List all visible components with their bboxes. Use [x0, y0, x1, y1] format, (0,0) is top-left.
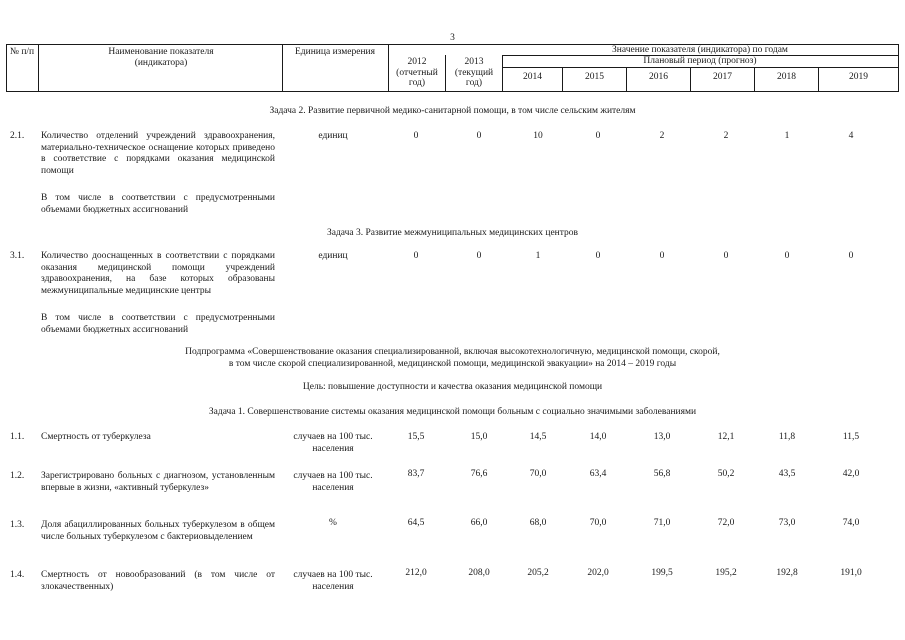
- row-indicator-name: Доля абациллированных больных туберкулезом в общем числе больных туберкулезом с бактериовыделением: [41, 520, 275, 542]
- value-2014: 10: [533, 131, 543, 141]
- header-year-2014: 2014: [523, 72, 542, 82]
- row-number: 1.1.: [10, 432, 25, 442]
- value-2014: 68,0: [529, 518, 547, 528]
- row-number: 3.1.: [10, 251, 25, 261]
- value-2016: 199,5: [651, 568, 673, 578]
- row-indicator-note: В том числе в соответствии с предусмотренными объемами бюджетных ассигнований: [41, 313, 275, 335]
- value-2015: 14,0: [589, 432, 607, 442]
- value-2018: 11,8: [778, 432, 796, 442]
- value-2016: 13,0: [653, 432, 671, 442]
- value-2018: 43,5: [778, 469, 796, 479]
- value-2019: 74,0: [842, 518, 860, 528]
- value-2019: 42,0: [842, 469, 860, 479]
- value-2016: 0: [659, 251, 665, 261]
- value-2018: 192,8: [776, 568, 798, 578]
- value-2017: 50,2: [717, 469, 735, 479]
- header-year-2015: 2015: [585, 72, 604, 82]
- value-2012: 64,5: [407, 518, 425, 528]
- value-2014: 70,0: [529, 469, 547, 479]
- value-2016: 71,0: [653, 518, 671, 528]
- value-2013: 0: [476, 251, 482, 261]
- row-unit: единиц: [318, 131, 348, 141]
- header-vline: [388, 44, 389, 92]
- value-2012: 83,7: [407, 469, 425, 479]
- header-planning-period: Плановый период (прогноз): [643, 56, 757, 66]
- header-year-2013: 2013 (текущий год): [454, 57, 494, 88]
- goal-title: Цель: повышение доступности и качества оказания медицинской помощи: [302, 382, 603, 392]
- value-2016: 56,8: [653, 469, 671, 479]
- value-2012: 212,0: [405, 568, 427, 578]
- section-title-task3: Задача 3. Развитие межмуниципальных медицинских центров: [326, 228, 579, 238]
- value-2015: 0: [595, 251, 601, 261]
- row-unit: случаев на 100 тыс. населения: [293, 471, 373, 493]
- row-unit: случаев на 100 тыс. населения: [293, 570, 373, 592]
- value-2018: 1: [784, 131, 790, 141]
- row-unit: единиц: [318, 251, 348, 261]
- value-2012: 0: [413, 131, 419, 141]
- value-2019: 191,0: [840, 568, 862, 578]
- row-number: 1.2.: [10, 471, 25, 481]
- value-2015: 202,0: [587, 568, 609, 578]
- value-2013: 208,0: [468, 568, 490, 578]
- header-year-2018: 2018: [777, 72, 796, 82]
- value-2017: 2: [723, 131, 729, 141]
- section-title-task2: Задача 2. Развитие первичной медико-санитарной помощи, в том числе сельским жителям: [269, 106, 636, 116]
- header-year-2019: 2019: [849, 72, 868, 82]
- value-2015: 63,4: [589, 469, 607, 479]
- header-year-2012: 2012 (отчетный год): [396, 57, 438, 88]
- value-2012: 15,5: [407, 432, 425, 442]
- row-indicator-note: В том числе в соответствии с предусмотренными объемами бюджетных ассигнований: [41, 193, 275, 215]
- row-indicator-name: Количество отделений учреждений здравоохранения, материально-техническое оснащение которых приведено в соответствие с порядками оказания медицинской помощи: [41, 131, 275, 176]
- row-unit: %: [329, 518, 337, 528]
- value-2013: 0: [476, 131, 482, 141]
- value-2014: 14,5: [529, 432, 547, 442]
- value-2017: 72,0: [717, 518, 735, 528]
- value-2018: 73,0: [778, 518, 796, 528]
- subprogram-title-line1: Подпрограмма «Совершенствование оказания специализированной, включая высокотехнологичную, медицинской помощи, скорой,: [185, 347, 720, 357]
- table-header: [6, 44, 899, 92]
- header-year-2016: 2016: [649, 72, 668, 82]
- value-2017: 195,2: [715, 568, 737, 578]
- section-title-task1: Задача 1. Совершенствование системы оказания медицинской помощи больным с социально значимыми заболеваниями: [208, 407, 697, 417]
- page-number: 3: [450, 33, 455, 43]
- header-col-no: № п/п: [9, 47, 35, 57]
- header-vline: [282, 44, 283, 92]
- row-indicator-name: Смертность от туберкулеза: [41, 432, 151, 442]
- row-unit: случаев на 100 тыс. населения: [293, 432, 373, 454]
- header-vline: [6, 44, 7, 92]
- row-indicator-name: Количество дооснащенных в соответствии с порядками оказания медицинской помощи учреждений здравоохранения, на базе которых образованы межмуниципальные медицинские центры: [41, 251, 275, 296]
- row-indicator-name: Зарегистрировано больных с диагнозом, установленным впервые в жизни, «активный туберкулез»: [41, 471, 275, 493]
- value-2012: 0: [413, 251, 419, 261]
- value-2019: 4: [848, 131, 854, 141]
- value-2013: 15,0: [470, 432, 488, 442]
- header-vline: [898, 44, 899, 92]
- row-indicator-name: Смертность от новообразований (в том числе от злокачественных): [41, 570, 275, 592]
- header-vline: [445, 55, 446, 92]
- value-2016: 2: [659, 131, 665, 141]
- value-2015: 0: [595, 131, 601, 141]
- value-2013: 76,6: [470, 469, 488, 479]
- row-number: 2.1.: [10, 131, 25, 141]
- value-2015: 70,0: [589, 518, 607, 528]
- header-col-unit: Единица измерения: [295, 47, 375, 57]
- header-year-2017: 2017: [713, 72, 732, 82]
- header-vline: [38, 44, 39, 92]
- value-2017: 12,1: [717, 432, 735, 442]
- value-2014: 1: [535, 251, 541, 261]
- value-2018: 0: [784, 251, 790, 261]
- value-2017: 0: [723, 251, 729, 261]
- subprogram-title-line2: в том числе скорой специализированной, медицинской помощи, медицинской эвакуации» на 2014 – 2019 годы: [228, 359, 677, 369]
- value-2014: 205,2: [527, 568, 549, 578]
- value-2019: 0: [848, 251, 854, 261]
- value-2013: 66,0: [470, 518, 488, 528]
- row-number: 1.3.: [10, 520, 25, 530]
- header-col-values: Значение показателя (индикатора) по годам: [612, 45, 788, 55]
- value-2019: 11,5: [842, 432, 860, 442]
- row-number: 1.4.: [10, 570, 25, 580]
- header-bottom-border: [6, 91, 899, 92]
- header-col-name: Наименование показателя (индикатора): [108, 47, 214, 68]
